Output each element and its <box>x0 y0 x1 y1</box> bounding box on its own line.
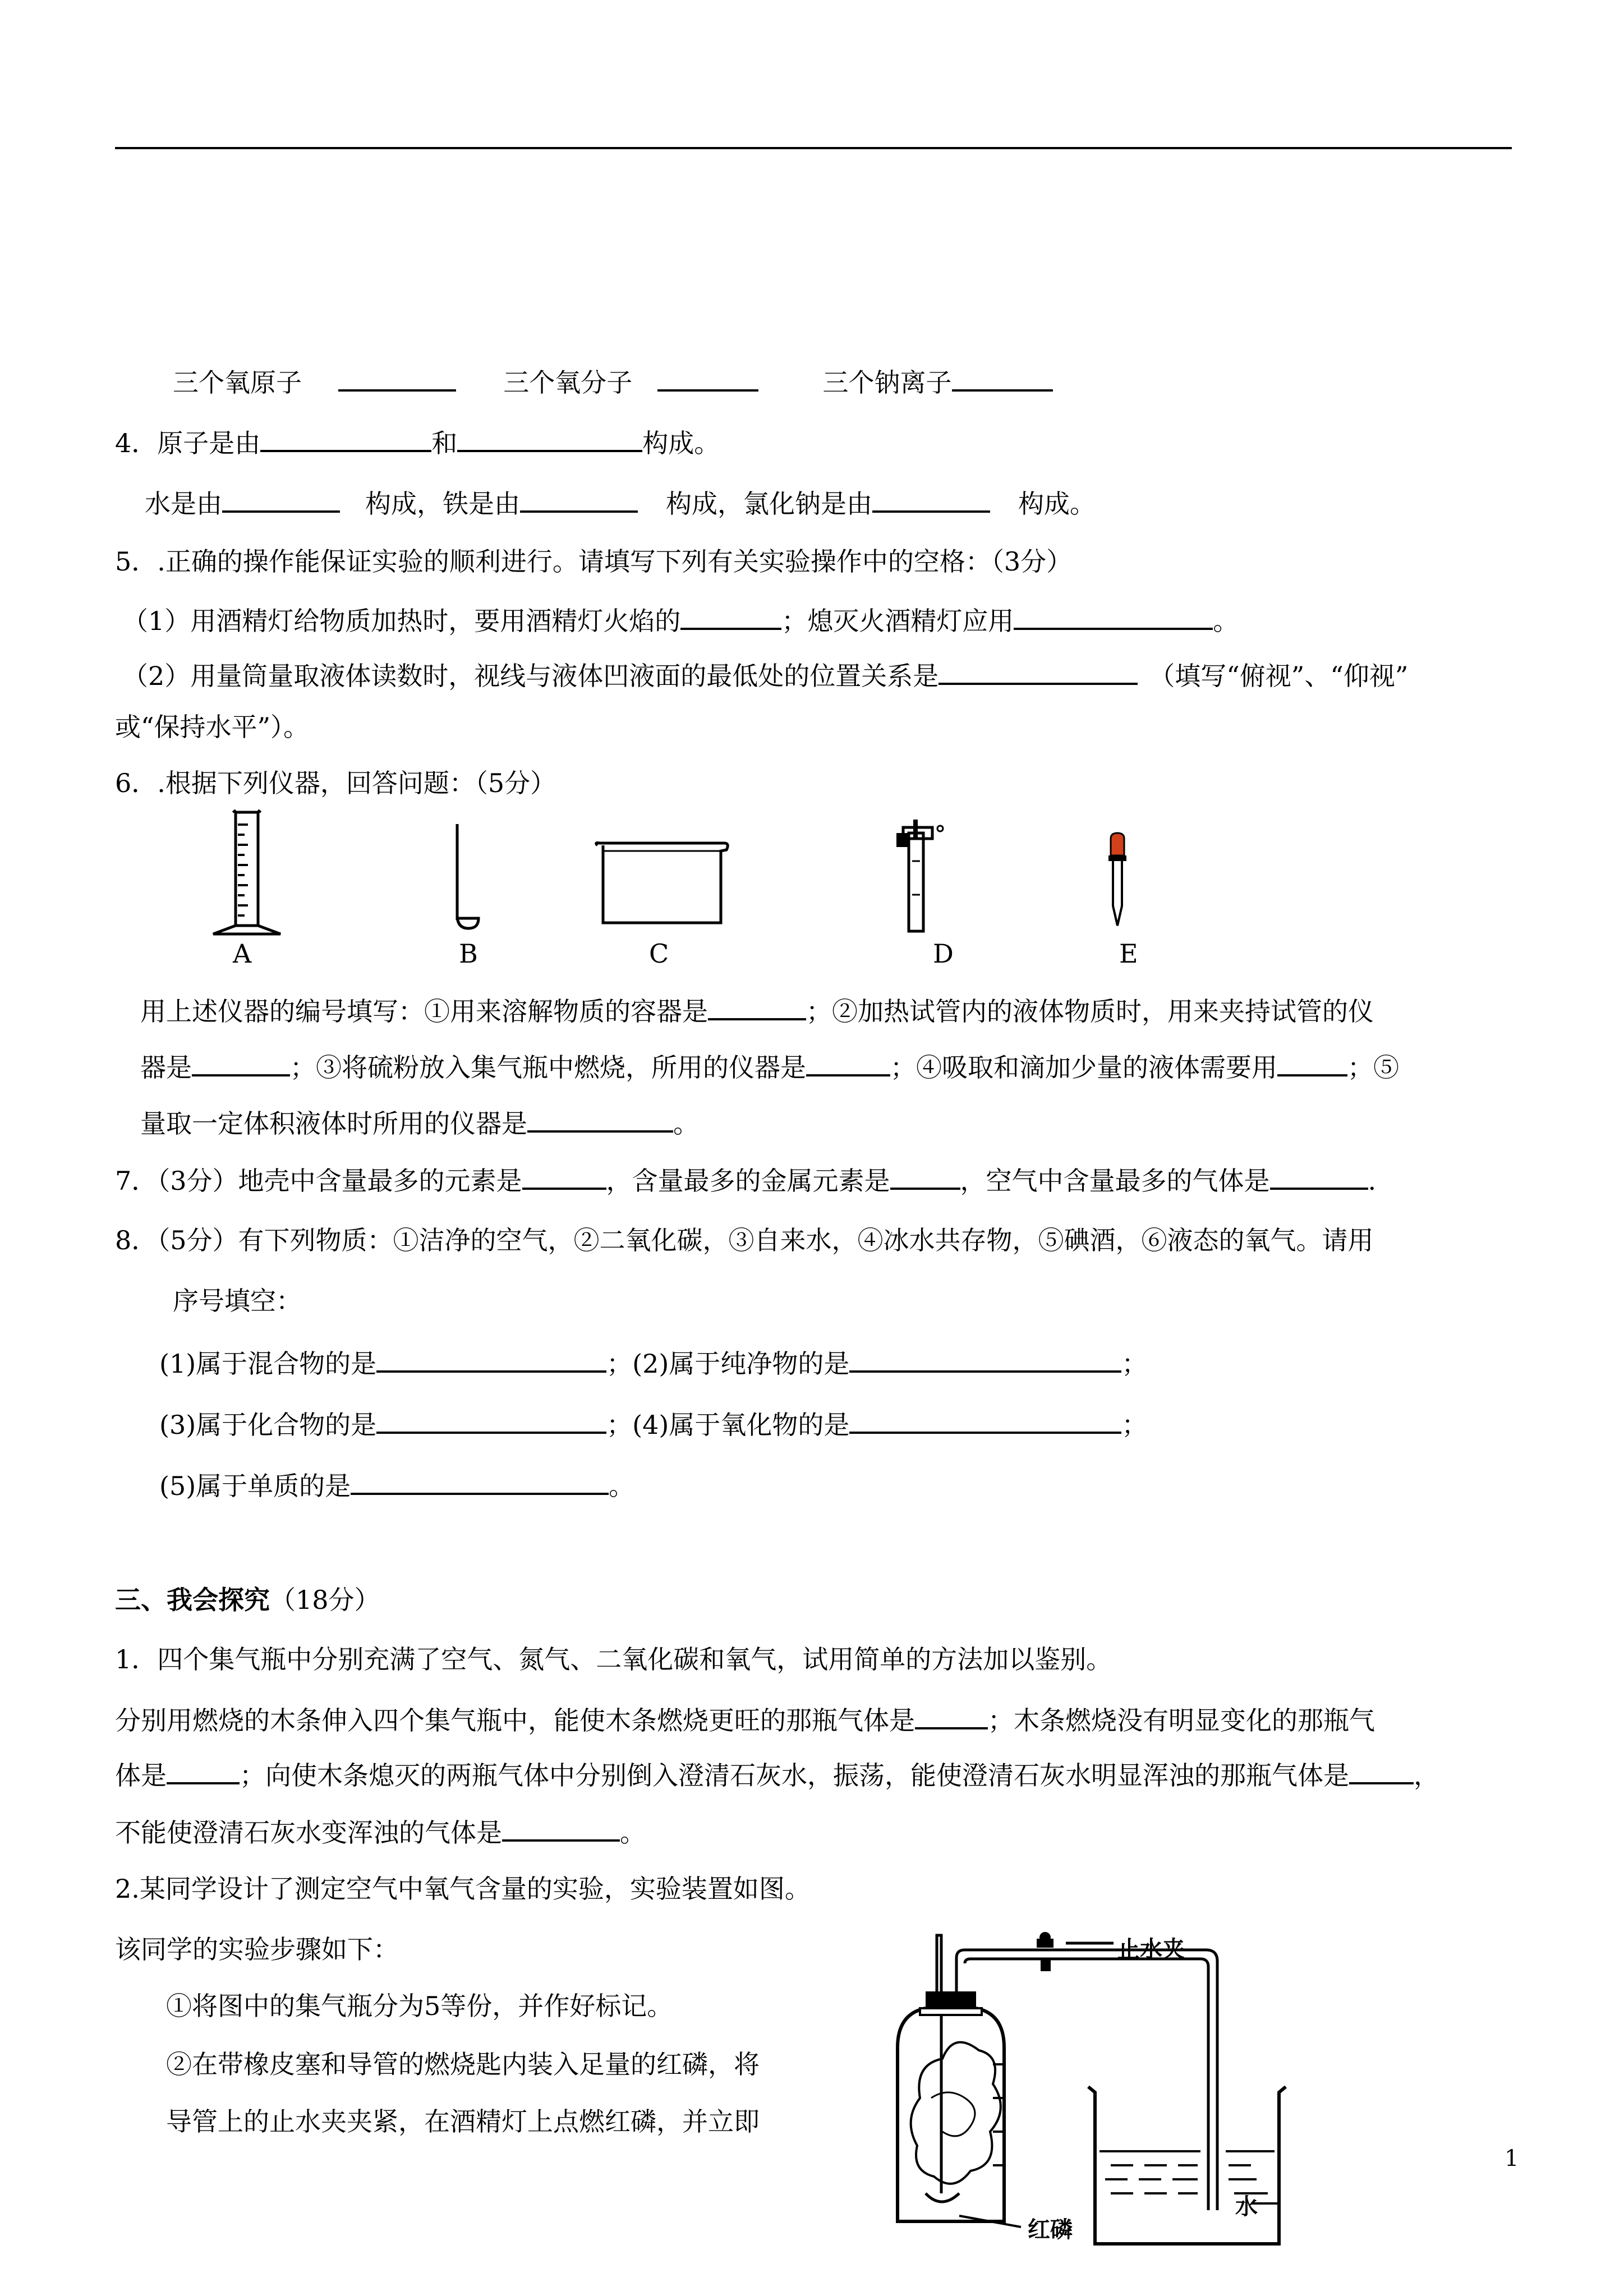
graduated-cylinder-icon <box>202 808 292 942</box>
header-rule <box>115 147 1512 149</box>
question-4-line-1 <box>115 425 720 460</box>
text: ； <box>1121 1349 1148 1379</box>
blank <box>849 1346 1121 1373</box>
text: 构成。 <box>642 428 720 458</box>
section-3-q1: 1．四个集气瓶中分别充满了空气、氮气、二氧化碳和氧气，试用简单的方法加以鉴别。 <box>115 1644 1112 1674</box>
text: ；④吸取和滴加少量的液体需要用 <box>890 1052 1277 1083</box>
page-number: 1 <box>1505 2146 1519 2171</box>
section-3-q2-step-1: ①将图中的集气瓶分为5等份，并作好标记。 <box>166 1991 673 2021</box>
text: 7．（3分）地壳中含量最多的元素是 <box>115 1166 522 1196</box>
question-8-items-3-4 <box>159 1407 1147 1442</box>
text: ；熄灭火酒精灯应用 <box>781 606 1014 636</box>
text: 。 <box>673 1108 699 1139</box>
instrument-label-e: E <box>1119 938 1138 969</box>
question-5-stem: 5．.正确的操作能保证实验的顺利进行。请填写下列有关实验操作中的空格：（3分） <box>115 546 1073 577</box>
blank <box>890 1163 960 1190</box>
question-7 <box>115 1163 1376 1198</box>
blank <box>938 658 1138 685</box>
question-8-stem-cont: 序号填空： <box>173 1286 302 1316</box>
text: ，含量最多的金属元素是 <box>606 1166 890 1196</box>
blank <box>192 1050 290 1076</box>
question-5-part-1 <box>122 603 1239 638</box>
question-4-line-2 <box>145 486 1096 521</box>
text: 器是 <box>140 1052 192 1083</box>
text: 构成。 <box>1018 489 1096 519</box>
text: ；木条燃烧没有明显变化的那瓶气 <box>988 1705 1375 1736</box>
blank <box>457 425 642 452</box>
label-clamp: 止水夹 <box>1117 1936 1185 1962</box>
blank <box>527 1106 673 1133</box>
text: ； <box>1121 1410 1148 1440</box>
text: 和 <box>431 428 458 458</box>
instrument-label-b: B <box>459 938 478 969</box>
section-3-heading <box>115 1583 380 1617</box>
question-5-part-2 <box>122 658 1408 693</box>
text: (3)属于化合物的是 <box>159 1410 377 1440</box>
blank <box>849 1407 1121 1434</box>
text: ；②加热试管内的液体物质时，用来夹持试管的仪 <box>806 996 1374 1027</box>
dropper-icon <box>1101 833 1134 928</box>
text: （1）用酒精灯给物质加热时，要用酒精灯火焰的 <box>122 606 681 636</box>
text: 。 <box>620 1818 646 1848</box>
question-6-line-3 <box>140 1106 699 1140</box>
text: 构成，铁是由 <box>365 489 520 519</box>
blank <box>915 1703 988 1729</box>
text: ；③将硫粉放入集气瓶中燃烧，所用的仪器是 <box>290 1052 806 1083</box>
blank <box>376 1346 606 1373</box>
blank <box>806 1050 890 1076</box>
symbol-fill-line <box>173 365 1053 399</box>
blank <box>222 486 340 513</box>
blank <box>351 1468 609 1495</box>
instrument-label-c: C <box>649 938 669 969</box>
label-oxygen-atoms: 三个氧原子 <box>173 367 302 398</box>
blank <box>338 365 456 392</box>
blank <box>657 365 758 392</box>
section-3-q1-line-2 <box>115 1757 1439 1792</box>
section-3-q2-steps-intro: 该同学的实验步骤如下： <box>115 1934 399 1964</box>
text: ， <box>1414 1760 1439 1791</box>
beaker-icon <box>592 839 732 928</box>
text: ，空气中含量最多的气体是 <box>960 1166 1270 1196</box>
text: . <box>1368 1166 1377 1196</box>
combustion-spoon-icon <box>446 822 485 934</box>
question-6-line-1 <box>140 993 1374 1028</box>
text: 用上述仪器的编号填写：①用来溶解物质的容器是 <box>140 996 708 1027</box>
text: 分别用燃烧的木条伸入四个集气瓶中，能使木条燃烧更旺的那瓶气体是 <box>115 1705 915 1736</box>
label-red-phosphorus: 红磷 <box>1028 2217 1073 2243</box>
section-3-q1-line-1 <box>115 1703 1375 1737</box>
text: ；(2)属于纯净物的是 <box>606 1349 850 1379</box>
text: 水是由 <box>145 489 222 519</box>
question-8-stem: 8．（5分）有下列物质：①洁净的空气，②二氧化碳，③自来水，④冰水共存物，⑤碘酒，⑥液态的氧气。请用 <box>115 1225 1374 1255</box>
blank <box>680 603 781 630</box>
blank <box>1270 1163 1368 1190</box>
question-8-items-1-2 <box>159 1346 1147 1381</box>
text: （填写“俯视”、“仰视” <box>1149 661 1409 691</box>
text: （2）用量筒量取液体读数时，视线与液体凹液面的最低处的位置关系是 <box>122 661 939 691</box>
question-6-line-2 <box>140 1050 1399 1084</box>
question-6-stem: 6．.根据下列仪器，回答问题：（5分） <box>115 768 556 798</box>
oxygen-apparatus-figure <box>886 1930 1290 2255</box>
text: ；⑤ <box>1347 1052 1399 1083</box>
blank <box>872 486 990 513</box>
section-score: （18分） <box>270 1585 380 1615</box>
text: 不能使澄清石灰水变浑浊的气体是 <box>115 1818 502 1848</box>
text: 量取一定体积液体时所用的仪器是 <box>140 1108 527 1139</box>
text: 。 <box>609 1471 635 1501</box>
test-tube-holder-icon <box>886 816 948 934</box>
question-number: 4． <box>115 428 158 458</box>
blank <box>522 1163 606 1190</box>
text: 体是 <box>115 1760 167 1791</box>
blank <box>952 365 1053 392</box>
instrument-label-a: A <box>233 938 252 969</box>
text: (5)属于单质的是 <box>159 1471 351 1501</box>
question-5-part-2-cont: 或“保持水平”）。 <box>115 712 310 742</box>
blank <box>1277 1050 1347 1076</box>
section-3-q2: 2.某同学设计了测定空气中氧气含量的实验，实验装置如图。 <box>115 1874 811 1904</box>
instrument-label-d: D <box>933 938 954 969</box>
label-oxygen-molecules: 三个氧分子 <box>503 367 633 398</box>
question-8-item-5 <box>159 1468 634 1503</box>
blank <box>167 1757 240 1784</box>
text: 原子是由 <box>157 428 261 458</box>
section-title: 三、我会探究 <box>115 1585 270 1615</box>
section-3-q2-step-2-cont: 导管上的止水夹夹紧，在酒精灯上点燃红磷，并立即 <box>166 2106 760 2137</box>
blank <box>376 1407 606 1434</box>
text: 。 <box>1213 606 1239 636</box>
section-3-q1-line-3 <box>115 1815 646 1849</box>
blank <box>1349 1757 1414 1784</box>
blank <box>502 1815 620 1842</box>
blank <box>1014 603 1213 630</box>
text: 构成，氯化钠是由 <box>666 489 872 519</box>
section-3-q2-step-2: ②在带橡皮塞和导管的燃烧匙内装入足量的红磷，将 <box>166 2049 760 2079</box>
label-water: 水 <box>1235 2194 1258 2220</box>
blank <box>260 425 431 452</box>
text: (1)属于混合物的是 <box>159 1349 377 1379</box>
text: ；向使木条熄灭的两瓶气体中分别倒入澄清石灰水，振荡，能使澄清石灰水明显浑浊的那瓶气体是 <box>240 1760 1349 1791</box>
text: ；(4)属于氧化物的是 <box>606 1410 850 1440</box>
blank <box>708 993 806 1020</box>
label-sodium-ions: 三个钠离子 <box>822 367 952 398</box>
blank <box>520 486 638 513</box>
